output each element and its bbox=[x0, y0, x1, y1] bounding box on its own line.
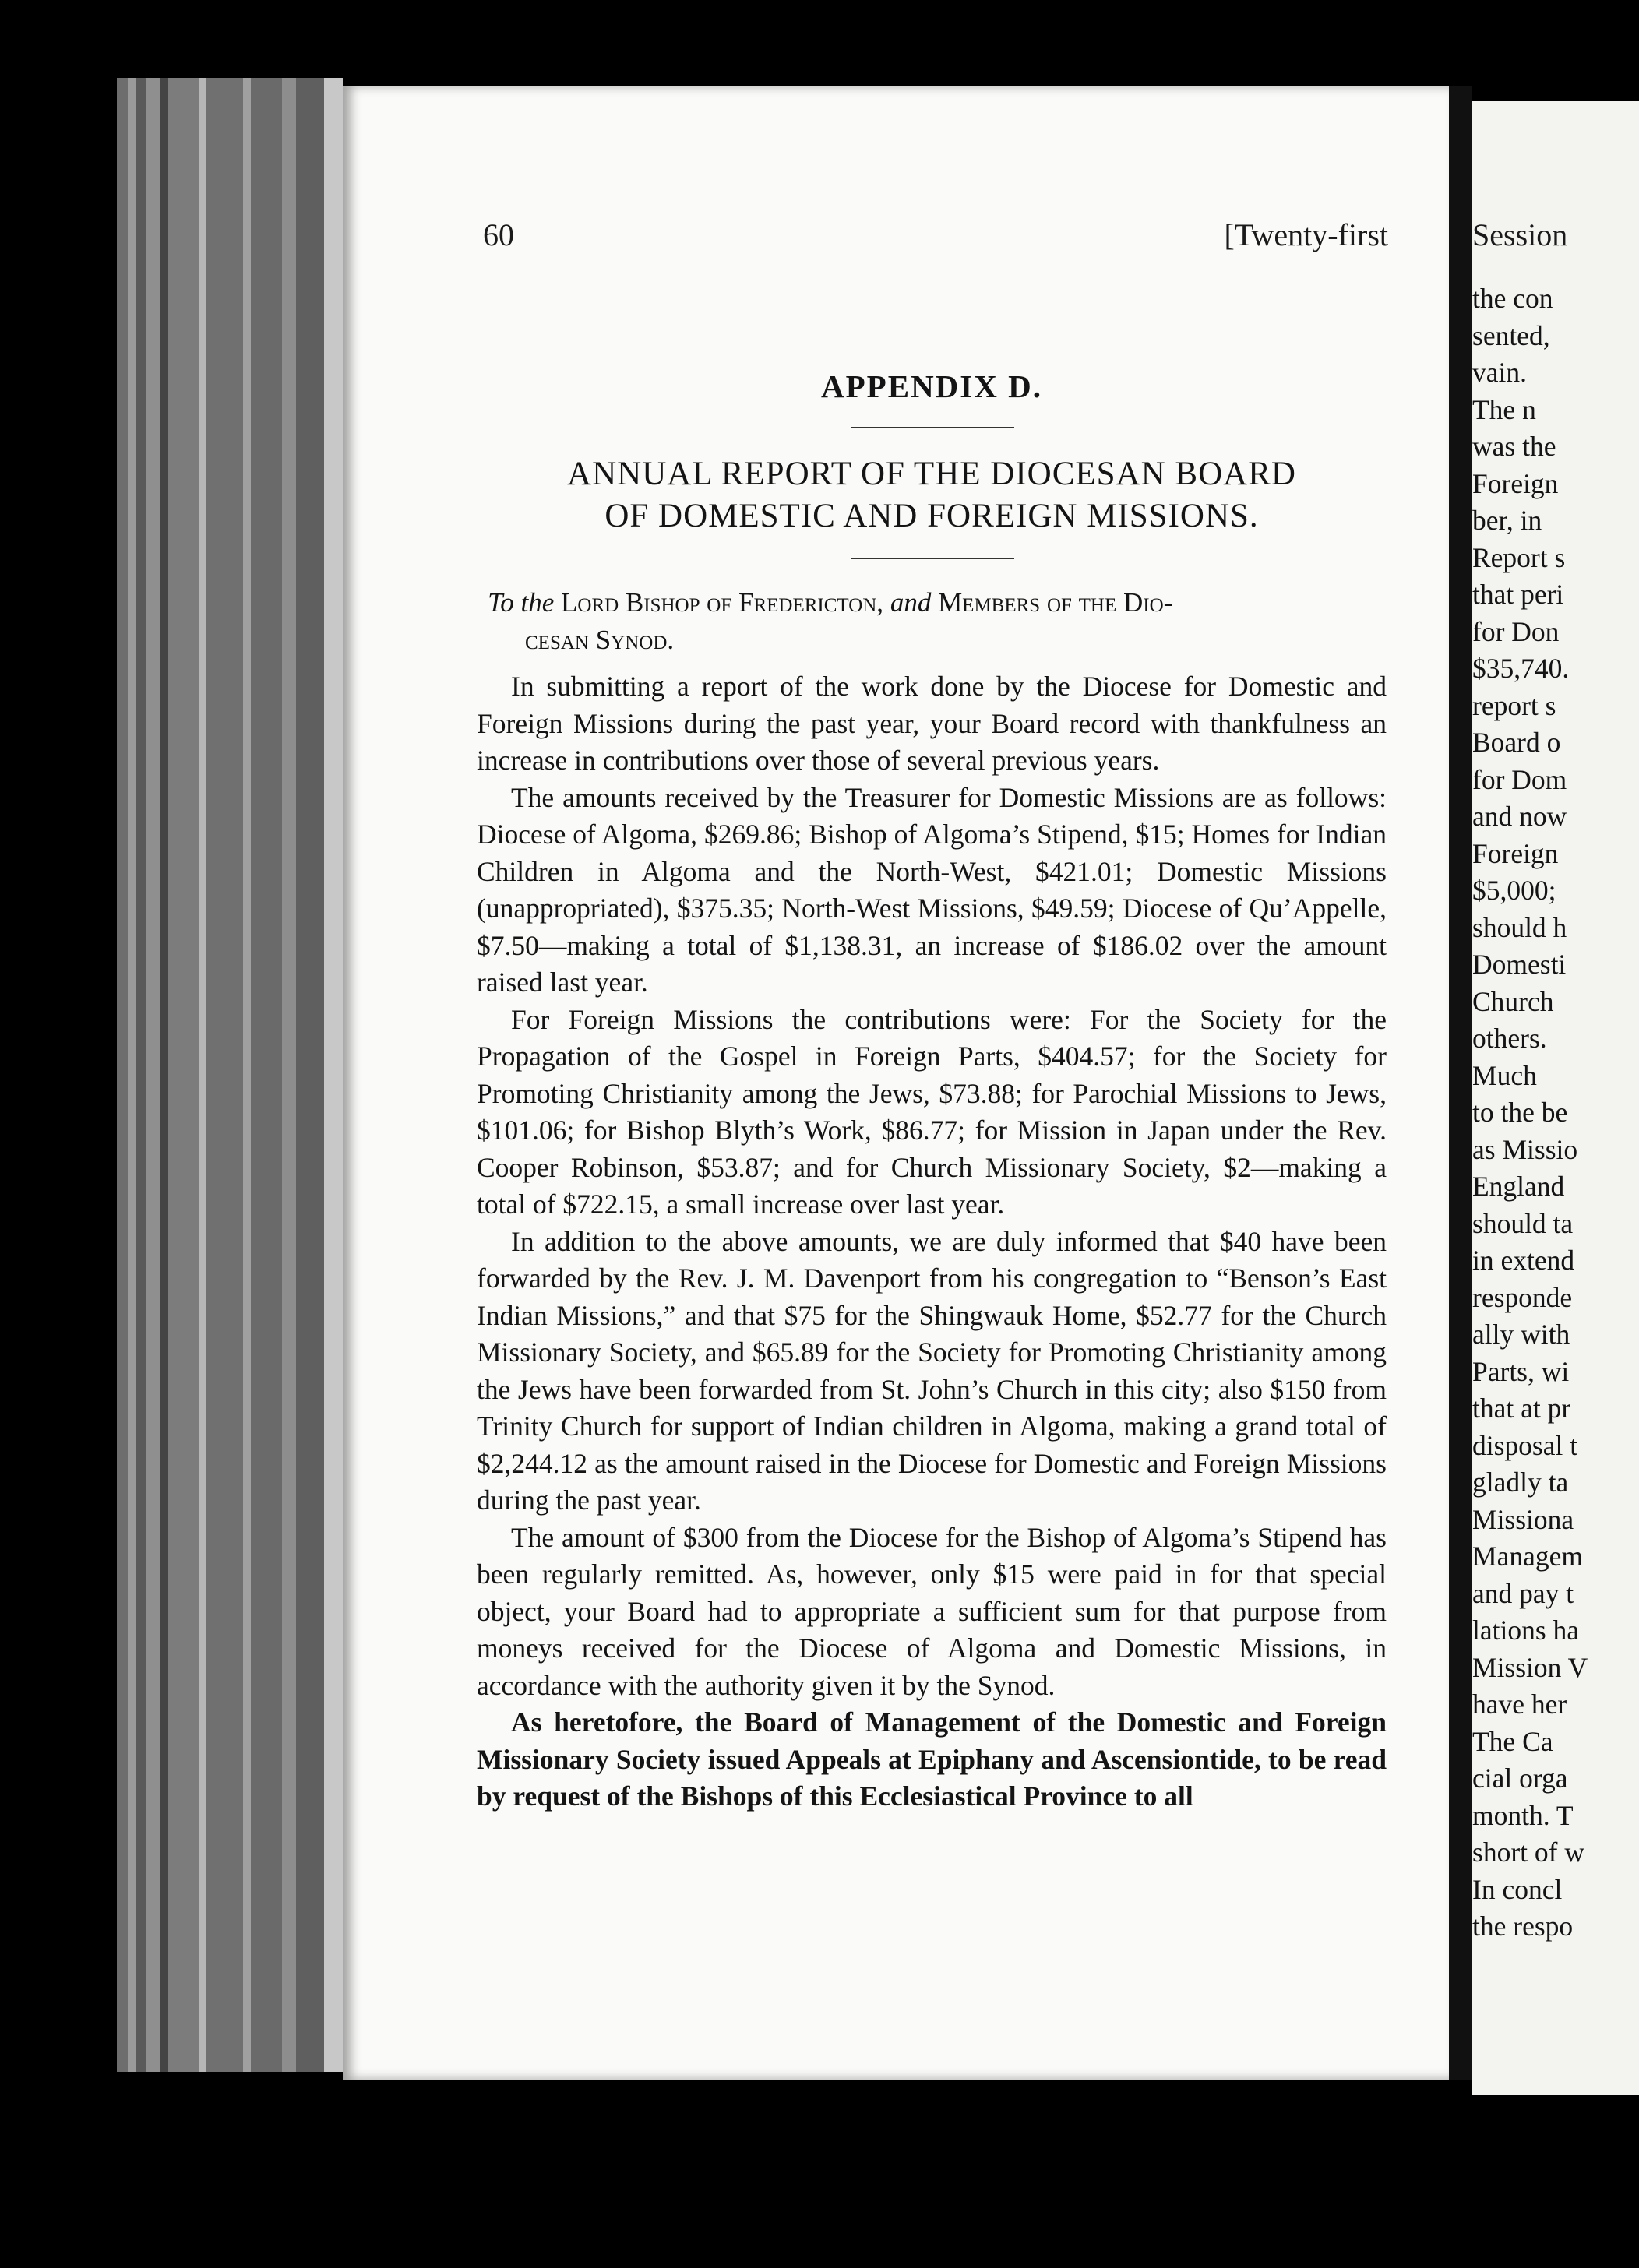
facing-page-line: the respo bbox=[1472, 1911, 1574, 1942]
facing-page-line: should h bbox=[1472, 911, 1567, 943]
report-title-line-1: ANNUAL REPORT OF THE DIOCESAN BOARD bbox=[567, 456, 1296, 492]
book-page-edges bbox=[117, 78, 351, 2072]
address-to-the: To the bbox=[488, 587, 555, 618]
facing-page-line: vain. bbox=[1472, 357, 1527, 388]
facing-page-line: Missiona bbox=[1472, 1503, 1574, 1535]
facing-page-line: $35,740. bbox=[1472, 653, 1570, 684]
facing-page-line: short of w bbox=[1472, 1837, 1584, 1868]
facing-page-line: Foreign bbox=[1472, 467, 1559, 499]
address-lord-bishop: Lord Bishop of Fredericton, bbox=[561, 587, 884, 618]
facing-page-line: Board o bbox=[1472, 727, 1561, 758]
report-title bbox=[477, 453, 1387, 537]
facing-page-line: was the bbox=[1472, 431, 1556, 462]
facing-page-line: month. T bbox=[1472, 1799, 1574, 1831]
facing-page-line: others. bbox=[1472, 1023, 1547, 1054]
facing-page-line: Church bbox=[1472, 985, 1554, 1017]
address-members: Members of the Dio- bbox=[938, 587, 1173, 618]
paragraph: As heretofore, the Board of Management of the Domestic and Foreign Missionary Society issued Appeals at Epiphany and Ascensiontide, to be read by request of the Bishops of this Ecclesiastical Province to all bbox=[477, 1706, 1387, 1812]
divider-rule bbox=[851, 558, 1014, 559]
facing-page-line: Report s bbox=[1472, 541, 1566, 573]
facing-page-line: Foreign bbox=[1472, 837, 1559, 869]
facing-page-line: England bbox=[1472, 1171, 1565, 1202]
facing-page-line: In concl bbox=[1472, 1873, 1563, 1905]
book-gutter bbox=[1449, 86, 1472, 2080]
paragraph: The amount of $300 from the Diocese for the Bishop of Algoma’s Stipend has been regularly remitted. As, however, only $15 were paid in for that special object, your Board had to appropriate a sufficient sum for that purpose from moneys received for the Diocese of Algoma and Domestic Missions, in accordance with the authority given it by the Synod. bbox=[477, 1521, 1387, 1701]
facing-page-line: Much bbox=[1472, 1059, 1537, 1091]
paragraph: For Foreign Missions the contributions were: For the Society for the Propagation of the Gospel in Foreign Parts, $404.57; for the Society for Promoting Christianity among the Jews, $73.88; for Parochial Missions to Jews, $101.06; for Bishop Blyth’s Work, $86.77; for Mission in Japan under the Rev. Cooper Robinson, $53.87; and for Church Missionary Society, $2—making a total of $722.15, a small increase over last year. bbox=[477, 1003, 1387, 1220]
facing-page-line: in extend bbox=[1472, 1245, 1575, 1276]
facing-page-line: $5,000; bbox=[1472, 875, 1556, 906]
facing-page-line: disposal t bbox=[1472, 1429, 1578, 1461]
facing-page-text bbox=[1472, 280, 1588, 1946]
facing-page-line: for Dom bbox=[1472, 763, 1567, 795]
address-synod: cesan Synod. bbox=[525, 625, 675, 655]
facing-page-line: to the be bbox=[1472, 1097, 1568, 1128]
running-title: [Twenty-first bbox=[1224, 217, 1388, 252]
facing-page-line: The n bbox=[1472, 393, 1536, 425]
facing-page-line: gladly ta bbox=[1472, 1467, 1569, 1498]
facing-page-line: and pay t bbox=[1472, 1577, 1574, 1609]
facing-page-line: ber, in bbox=[1472, 505, 1542, 536]
facing-page-line: should ta bbox=[1472, 1207, 1574, 1239]
page-number: 60 bbox=[483, 217, 514, 252]
facing-page-line: cial orga bbox=[1472, 1763, 1568, 1794]
facing-page-header: Session bbox=[1472, 217, 1568, 252]
facing-page-line: and now bbox=[1472, 801, 1567, 832]
facing-page-line: Managem bbox=[1472, 1541, 1583, 1572]
address-and: and bbox=[890, 587, 932, 618]
facing-page-line: for Don bbox=[1472, 615, 1560, 647]
facing-page-line: have her bbox=[1472, 1689, 1567, 1720]
facing-page-line: Mission V bbox=[1472, 1651, 1588, 1683]
paragraph: In addition to the above amounts, we are duly informed that $40 have been forwarded by the Rev. J. M. Davenport from his congregation to “Benson’s East Indian Missions,” and that $75 for the Shingwauk Home, $52.77 for the Church Missionary Society, and $65.89 for the Society for Promoting Christianity among the Jews have been forwarded from St. John’s Church in this city; also $150 from Trinity Church for support of Indian children in Algoma, making a grand total of $2,244.12 as the amount raised in the Diocese for Domestic and Foreign Missions during the past year. bbox=[477, 1225, 1387, 1516]
paragraph: The amounts received by the Treasurer for Domestic Missions are as follows: Diocese of Algoma, $269.86; Bishop of Algoma’s Stipend, $15; Homes for Indian Children in Algoma and the North-West, $421.01; Domestic Missions (unappropriated), $375.35; North-West Missions, $49.59; Diocese of Qu’Appelle, $7.50—making a total of $1,138.31, an increase of $186.02 over the amount raised last year. bbox=[477, 781, 1387, 998]
facing-page-line: responde bbox=[1472, 1281, 1573, 1313]
report-paragraphs bbox=[477, 668, 1387, 1815]
book-page-right bbox=[1472, 101, 1639, 2095]
facing-page-line: Parts, wi bbox=[1472, 1355, 1570, 1387]
divider-rule bbox=[851, 427, 1014, 428]
facing-page-line: that at pr bbox=[1472, 1393, 1571, 1424]
appendix-heading: APPENDIX D. bbox=[821, 368, 1042, 404]
facing-page-line: report s bbox=[1472, 689, 1556, 721]
facing-page-line: as Missio bbox=[1472, 1133, 1578, 1165]
facing-page-line: sented, bbox=[1472, 319, 1550, 351]
facing-page-line: that peri bbox=[1472, 579, 1564, 610]
address-salutation bbox=[488, 584, 1385, 659]
paragraph: In submitting a report of the work done by the Diocese for Domestic and Foreign Missions during the past year, your Board record with thankfulness an increase in contributions over those of several previous years. bbox=[477, 671, 1387, 776]
facing-page-line: the con bbox=[1472, 283, 1553, 314]
facing-page-line: ally with bbox=[1472, 1319, 1570, 1350]
facing-page-line: Domesti bbox=[1472, 949, 1567, 980]
facing-page-line: lations ha bbox=[1472, 1615, 1580, 1646]
facing-page-line: The Ca bbox=[1472, 1725, 1553, 1757]
report-title-line-2: OF DOMESTIC AND FOREIGN MISSIONS. bbox=[604, 498, 1259, 534]
